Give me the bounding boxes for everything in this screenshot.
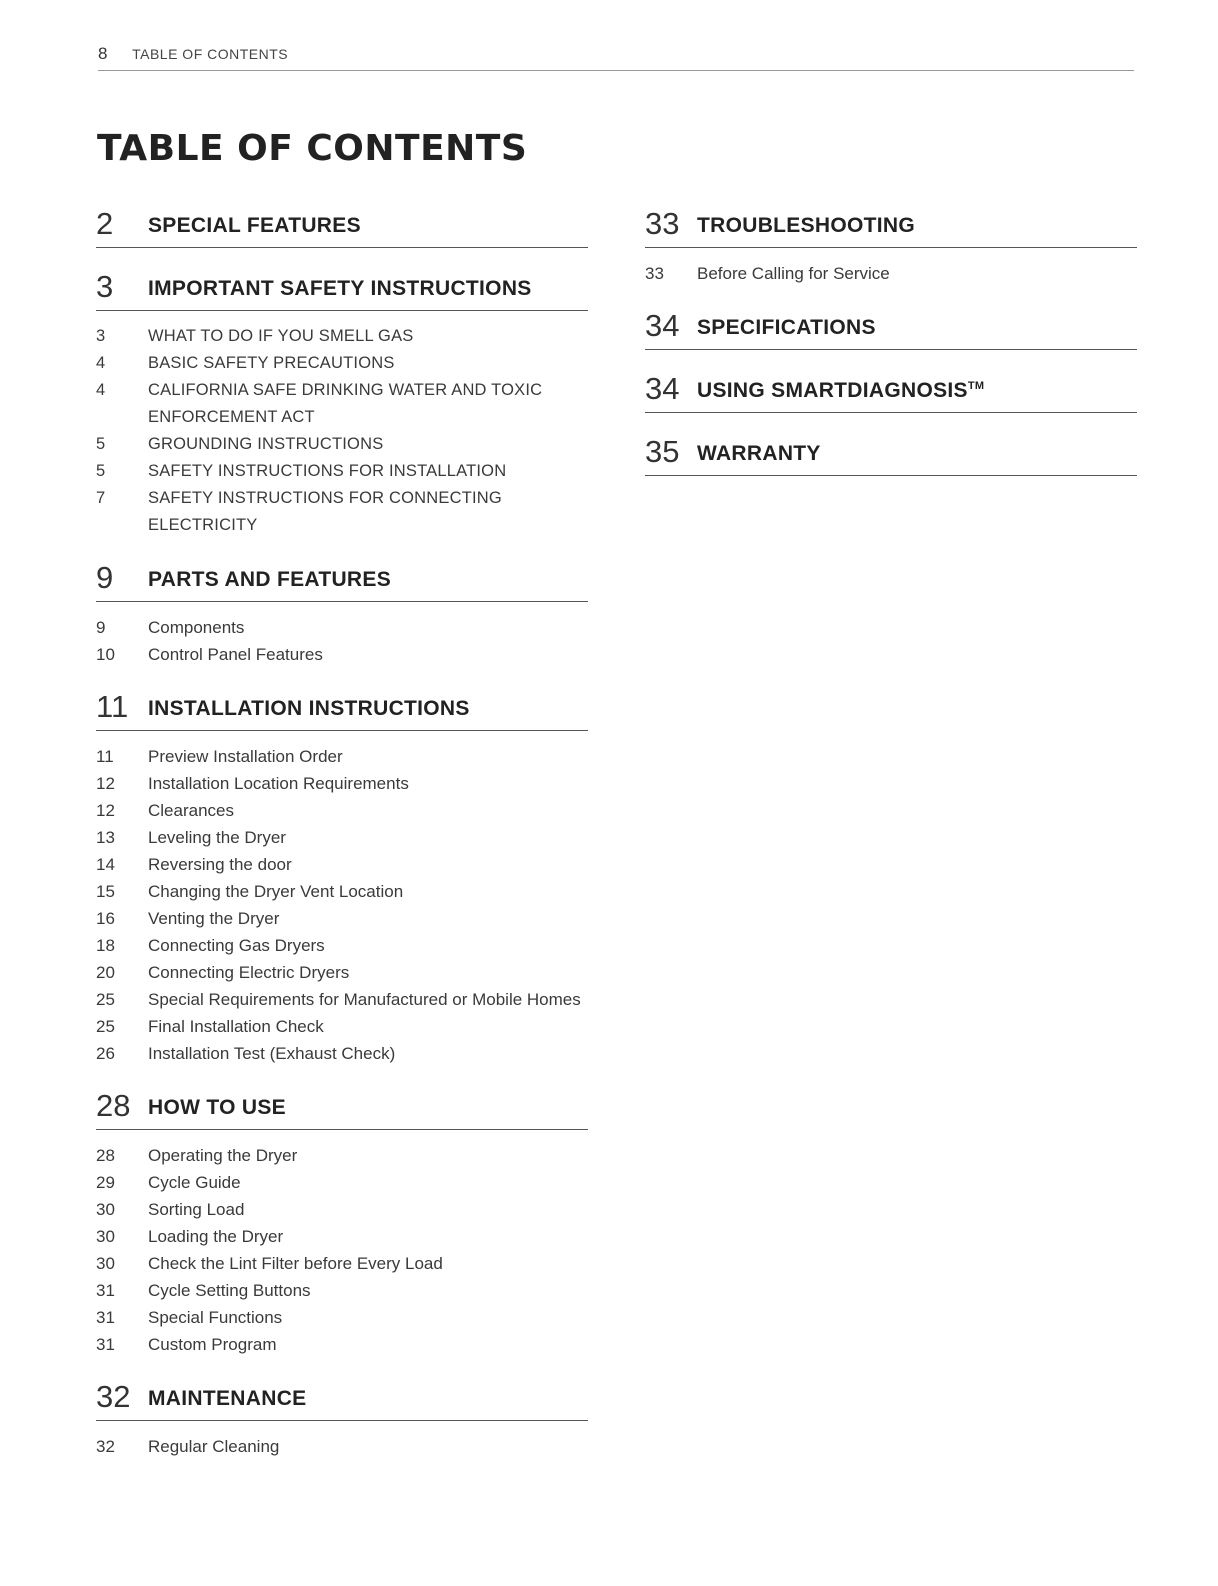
page-title: TABLE OF CONTENTS <box>97 128 528 169</box>
toc-entry[interactable] <box>96 431 588 458</box>
toc-entry[interactable] <box>96 1223 588 1250</box>
toc-entry[interactable] <box>96 905 588 932</box>
entry-page-number: 28 <box>96 1146 115 1165</box>
toc-entry[interactable] <box>96 824 588 851</box>
section-title <box>697 213 915 239</box>
entry-title: GROUNDING INSTRUCTIONS <box>148 435 384 453</box>
toc-entry[interactable] <box>96 1277 588 1304</box>
toc-section <box>645 205 1137 287</box>
entry-page-number: 7 <box>96 489 106 507</box>
entry-title: SAFETY INSTRUCTIONS FOR INSTALLATION <box>148 462 507 480</box>
entry-title: Special Requirements for Manufactured or Mobile Homes <box>148 990 581 1009</box>
toc-section <box>645 307 1137 350</box>
section-title <box>148 567 391 593</box>
entry-title: Reversing the door <box>148 855 292 874</box>
toc-section <box>645 370 1137 413</box>
page-number: 8 <box>98 44 108 63</box>
entry-page-number: 16 <box>96 909 115 928</box>
section-title-text: TROUBLESHOOTING <box>697 214 915 237</box>
section-heading[interactable] <box>96 559 588 602</box>
entry-title: Final Installation Check <box>148 1017 324 1036</box>
section-page-number: 33 <box>645 206 680 241</box>
running-header <box>98 44 1134 71</box>
toc-section <box>96 559 588 668</box>
entry-page-number: 31 <box>96 1281 115 1300</box>
entry-list <box>96 1433 588 1460</box>
section-heading[interactable] <box>645 370 1137 413</box>
toc-entry[interactable] <box>96 797 588 824</box>
entry-title: Check the Lint Filter before Every Load <box>148 1254 443 1273</box>
section-title <box>148 1386 306 1412</box>
toc-entry[interactable] <box>96 1169 588 1196</box>
section-heading[interactable] <box>96 688 588 731</box>
toc-entry[interactable] <box>96 851 588 878</box>
section-title <box>148 696 470 722</box>
entry-page-number: 4 <box>96 354 106 372</box>
toc-entry[interactable] <box>96 959 588 986</box>
entry-page-number: 18 <box>96 936 115 955</box>
section-title <box>148 276 532 302</box>
toc-entry[interactable] <box>96 614 588 641</box>
toc-right-column <box>645 205 1137 496</box>
entry-title: Venting the Dryer <box>148 909 280 928</box>
entry-list <box>645 260 1137 287</box>
section-page-number: 34 <box>645 308 680 343</box>
entry-page-number: 9 <box>96 618 106 637</box>
entry-page-number: 30 <box>96 1227 115 1246</box>
entry-page-number: 11 <box>96 747 114 766</box>
toc-entry[interactable] <box>96 641 588 668</box>
section-page-number: 2 <box>96 206 114 241</box>
entry-page-number: 13 <box>96 828 115 847</box>
entry-title: Connecting Gas Dryers <box>148 936 325 955</box>
entry-page-number: 20 <box>96 963 115 982</box>
entry-title: Leveling the Dryer <box>148 828 286 847</box>
entry-page-number: 3 <box>96 327 106 345</box>
entry-page-number: 30 <box>96 1254 115 1273</box>
toc-entry[interactable] <box>96 1013 588 1040</box>
section-heading[interactable] <box>96 268 588 311</box>
trademark-superscript: TM <box>967 380 985 392</box>
entry-title: Loading the Dryer <box>148 1227 284 1246</box>
entry-page-number: 4 <box>96 381 106 399</box>
entry-page-number: 10 <box>96 645 115 664</box>
entry-title: Installation Location Requirements <box>148 774 409 793</box>
toc-section <box>96 1378 588 1460</box>
entry-page-number: 33 <box>645 264 664 283</box>
entry-title: Changing the Dryer Vent Location <box>148 882 404 901</box>
toc-entry[interactable] <box>96 1040 588 1067</box>
toc-section <box>96 205 588 248</box>
section-title <box>148 213 361 239</box>
toc-entry[interactable] <box>96 878 588 905</box>
toc-entry[interactable] <box>96 932 588 959</box>
entry-page-number: 30 <box>96 1200 115 1219</box>
section-title-text: SPECIAL FEATURES <box>148 214 361 237</box>
toc-entry[interactable] <box>96 350 588 377</box>
section-page-number: 11 <box>96 689 129 724</box>
section-heading[interactable] <box>645 433 1137 476</box>
section-title-text: PARTS AND FEATURES <box>148 568 392 591</box>
section-title-text: MAINTENANCE <box>148 1387 307 1410</box>
section-title <box>697 373 984 404</box>
toc-entry[interactable] <box>96 1196 588 1223</box>
toc-section <box>96 1087 588 1358</box>
section-title-text: USING SMARTDIAGNOSIS <box>697 379 968 402</box>
toc-entry[interactable] <box>96 1304 588 1331</box>
entry-title: Operating the Dryer <box>148 1146 298 1165</box>
toc-entry[interactable] <box>96 1433 588 1460</box>
section-title <box>697 441 821 467</box>
entry-page-number: 12 <box>96 801 115 820</box>
entry-title: Control Panel Features <box>148 645 323 664</box>
entry-title: Components <box>148 618 245 637</box>
section-title-text: WARRANTY <box>697 442 821 465</box>
entry-page-number: 26 <box>96 1044 115 1063</box>
toc-left-column <box>96 205 588 1480</box>
entry-page-number: 25 <box>96 990 115 1009</box>
toc-entry[interactable] <box>96 770 588 797</box>
section-heading[interactable] <box>96 1378 588 1421</box>
toc-entry[interactable] <box>96 986 588 1013</box>
section-heading[interactable] <box>96 1087 588 1130</box>
entry-title: Cycle Guide <box>148 1173 241 1192</box>
section-page-number: 35 <box>645 434 680 469</box>
entry-title: Connecting Electric Dryers <box>148 963 350 982</box>
entry-title: Preview Installation Order <box>148 747 343 766</box>
toc-section <box>96 268 588 539</box>
entry-page-number: 5 <box>96 435 106 453</box>
toc-entry[interactable] <box>645 260 1137 287</box>
entry-page-number: 29 <box>96 1173 115 1192</box>
entry-title: Before Calling for Service <box>697 264 890 283</box>
entry-title: Regular Cleaning <box>148 1437 280 1456</box>
toc-entry[interactable] <box>96 485 588 539</box>
section-page-number: 32 <box>96 1379 131 1414</box>
entry-title: BASIC SAFETY PRECAUTIONS <box>148 354 395 372</box>
entry-title: Sorting Load <box>148 1200 245 1219</box>
entry-title: WHAT TO DO IF YOU SMELL GAS <box>148 327 414 345</box>
section-title <box>148 1095 286 1121</box>
entry-page-number: 5 <box>96 462 106 480</box>
entry-title: Installation Test (Exhaust Check) <box>148 1044 396 1063</box>
toc-entry[interactable] <box>96 377 588 431</box>
section-page-number: 34 <box>645 371 680 406</box>
entry-page-number: 15 <box>96 882 115 901</box>
entry-page-number: 25 <box>96 1017 115 1036</box>
toc-entry[interactable] <box>96 1142 588 1169</box>
section-title-text: HOW TO USE <box>148 1096 286 1119</box>
section-title <box>697 315 876 341</box>
toc-section <box>645 433 1137 476</box>
entry-page-number: 31 <box>96 1308 115 1327</box>
entry-title: CALIFORNIA SAFE DRINKING WATER AND TOXIC ENFORCEMENT ACT <box>148 381 543 426</box>
section-page-number: 3 <box>96 269 114 304</box>
toc-entry[interactable] <box>96 1250 588 1277</box>
entry-page-number: 31 <box>96 1335 115 1354</box>
section-page-number: 28 <box>96 1088 131 1123</box>
entry-page-number: 14 <box>96 855 115 874</box>
running-header-label: TABLE OF CONTENTS <box>132 46 289 62</box>
entry-page-number: 32 <box>96 1437 115 1456</box>
entry-title: SAFETY INSTRUCTIONS FOR CONNECTING ELECTRICITY <box>148 489 502 534</box>
section-title-text: IMPORTANT SAFETY INSTRUCTIONS <box>148 277 532 300</box>
entry-title: Cycle Setting Buttons <box>148 1281 311 1300</box>
entry-list <box>96 1142 588 1358</box>
section-title-text: SPECIFICATIONS <box>697 316 876 339</box>
toc-entry[interactable] <box>96 458 588 485</box>
toc-entry[interactable] <box>96 1331 588 1358</box>
entry-title: Clearances <box>148 801 234 820</box>
section-heading[interactable] <box>645 307 1137 350</box>
entry-title: Custom Program <box>148 1335 277 1354</box>
toc-entry[interactable] <box>96 323 588 350</box>
entry-list <box>96 323 588 539</box>
section-heading[interactable] <box>96 205 588 248</box>
toc-entry[interactable] <box>96 743 588 770</box>
entry-page-number: 12 <box>96 774 115 793</box>
entry-title: Special Functions <box>148 1308 283 1327</box>
section-page-number: 9 <box>96 560 114 595</box>
entry-list <box>96 614 588 668</box>
entry-list <box>96 743 588 1067</box>
toc-section <box>96 688 588 1067</box>
section-heading[interactable] <box>645 205 1137 248</box>
section-title-text: INSTALLATION INSTRUCTIONS <box>148 697 470 720</box>
